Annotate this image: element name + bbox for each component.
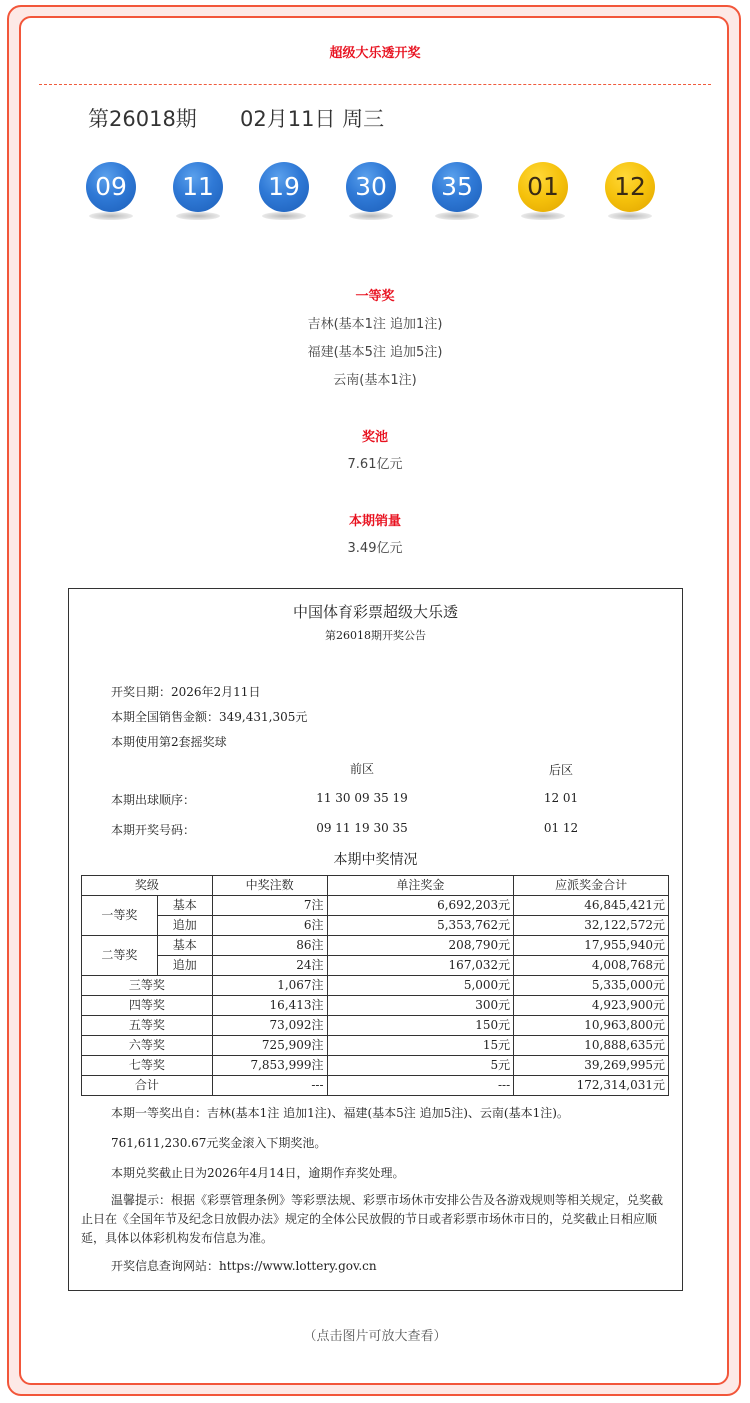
notice-subtitle: 第26018期开奖公告	[325, 629, 426, 642]
prize-cell: 208,790元	[327, 936, 514, 956]
prize-cell: 167,032元	[327, 956, 514, 976]
back-zone-label: 后区	[548, 763, 573, 777]
ball-shadow	[521, 212, 565, 220]
count-cell: 16,413注	[212, 996, 327, 1016]
table-row	[82, 996, 669, 1016]
level-cell: 三等奖	[82, 976, 213, 996]
total-cell: 10,888,635元	[514, 1036, 669, 1056]
order-front: 11 30 09 35 19	[316, 791, 408, 805]
claim-deadline: 本期兑奖截止日为2026年4月14日，逾期作弃奖处理。	[111, 1166, 405, 1180]
prize-cell: 150元	[327, 1016, 514, 1036]
issue-number: 第26018期	[88, 107, 197, 131]
ball-shadow	[89, 212, 133, 220]
type-cell: 基本	[157, 896, 212, 916]
prize-cell: 5,000元	[327, 976, 514, 996]
notice-ball-set: 本期使用第2套摇奖球	[111, 735, 227, 749]
page-title: 超级大乐透开奖	[329, 46, 421, 61]
draw-date: 02月11日 周三	[240, 107, 385, 131]
total-cell: 10,963,800元	[514, 1016, 669, 1036]
table-row	[82, 1056, 669, 1076]
level-cell: 合计	[82, 1076, 213, 1096]
front-ball: 19	[259, 162, 309, 212]
prize-cell: 5元	[327, 1056, 514, 1076]
ball-shadow	[608, 212, 652, 220]
level-cell: 五等奖	[82, 1016, 213, 1036]
level-cell: 四等奖	[82, 996, 213, 1016]
count-cell: 73,092注	[212, 1016, 327, 1036]
type-cell: 追加	[157, 956, 212, 976]
header-cell: 应派奖金合计	[514, 876, 669, 896]
header-cell: 奖级	[82, 876, 213, 896]
level-cell: 七等奖	[82, 1056, 213, 1076]
total-cell: 39,269,995元	[514, 1056, 669, 1076]
count-cell: 24注	[212, 956, 327, 976]
count-cell: 1,067注	[212, 976, 327, 996]
count-cell: 7注	[212, 896, 327, 916]
table-row	[82, 936, 669, 956]
first-prize-label: 一等奖	[355, 289, 395, 304]
total-cell: 172,314,031元	[514, 1076, 669, 1096]
pool-label: 奖池	[361, 430, 388, 445]
ball-shadow	[262, 212, 306, 220]
total-cell: 32,122,572元	[514, 916, 669, 936]
table-row	[82, 976, 669, 996]
prize-table-title: 本期中奖情况	[333, 852, 418, 868]
enlarge-hint: （点击图片可放大查看）	[303, 1329, 447, 1344]
total-cell: 4,008,768元	[514, 956, 669, 976]
front-ball: 30	[346, 162, 396, 212]
level-cell: 一等奖	[82, 896, 158, 936]
front-ball: 11	[173, 162, 223, 212]
prize-cell: ---	[327, 1076, 514, 1096]
prize-cell: 5,353,762元	[327, 916, 514, 936]
level-cell: 六等奖	[82, 1036, 213, 1056]
notice-sales-amount: 本期全国销售金额：349,431,305元	[111, 710, 308, 724]
first-prize-line: 吉林(基本1注 追加1注)	[307, 317, 443, 332]
website-text: 开奖信息查询网站：https://www.lottery.gov.cn	[111, 1259, 377, 1273]
count-cell: 6注	[212, 916, 327, 936]
prize-cell: 6,692,203元	[327, 896, 514, 916]
ball-shadow	[435, 212, 479, 220]
table-row	[82, 916, 669, 936]
prize-cell: 300元	[327, 996, 514, 1016]
type-cell: 追加	[157, 916, 212, 936]
total-cell: 17,955,940元	[514, 936, 669, 956]
total-cell: 5,335,000元	[514, 976, 669, 996]
front-ball: 35	[432, 162, 482, 212]
table-row	[82, 1036, 669, 1056]
count-cell: 7,853,999注	[212, 1056, 327, 1076]
numbers-label: 本期开奖号码：	[111, 823, 196, 837]
table-row	[82, 896, 669, 916]
count-cell: 725,909注	[212, 1036, 327, 1056]
sales-label: 本期销量	[348, 514, 401, 529]
first-prize-line: 云南(基本1注)	[333, 373, 417, 388]
header-cell: 中奖注数	[212, 876, 327, 896]
numbers-front: 09 11 19 30 35	[316, 821, 408, 835]
rollover-amount: 761,611,230.67元奖金滚入下期奖池。	[111, 1136, 327, 1150]
first-prize-line: 福建(基本5注 追加5注)	[307, 345, 443, 360]
front-ball: 09	[86, 162, 136, 212]
sales-value: 3.49亿元	[347, 541, 403, 556]
pool-value: 7.61亿元	[347, 457, 403, 472]
total-cell: 46,845,421元	[514, 896, 669, 916]
order-label: 本期出球顺序：	[111, 793, 196, 807]
reminder-text: 温馨提示：根据《彩票管理条例》等彩票法规、彩票市场休市安排公告及各游戏规则等相关规定，兑奖截止日在《全国年节及纪念日放假办法》规定的全体公民放假的节日或者彩票市场休市日的，兑奖截止日相应顺延，具体以体彩机构发布信息为准。	[81, 1193, 664, 1245]
count-cell: 86注	[212, 936, 327, 956]
back-ball: 01	[518, 162, 568, 212]
type-cell: 基本	[157, 936, 212, 956]
prize-table	[81, 875, 669, 1096]
back-ball: 12	[605, 162, 655, 212]
level-cell: 二等奖	[82, 936, 158, 976]
front-zone-label: 前区	[349, 762, 374, 776]
prize-cell: 15元	[327, 1036, 514, 1056]
draw-notice-image[interactable]	[68, 588, 683, 1291]
numbers-back: 01 12	[543, 821, 579, 835]
ball-shadow	[176, 212, 220, 220]
header-cell: 单注奖金	[327, 876, 514, 896]
table-total-row	[82, 1076, 669, 1096]
table-row	[82, 956, 669, 976]
first-prize-origin: 本期一等奖出自：吉林(基本1注 追加1注)、福建(基本5注 追加5注)、云南(基本1注)。	[111, 1106, 569, 1120]
total-cell: 4,923,900元	[514, 996, 669, 1016]
notice-draw-date: 开奖日期：2026年2月11日	[111, 685, 261, 699]
table-row	[82, 1016, 669, 1036]
order-back: 12 01	[543, 791, 579, 805]
ball-shadow	[349, 212, 393, 220]
count-cell: ---	[212, 1076, 327, 1096]
notice-title: 中国体育彩票超级大乐透	[292, 603, 458, 621]
dashed-divider	[39, 84, 711, 85]
table-header-row	[82, 876, 669, 896]
